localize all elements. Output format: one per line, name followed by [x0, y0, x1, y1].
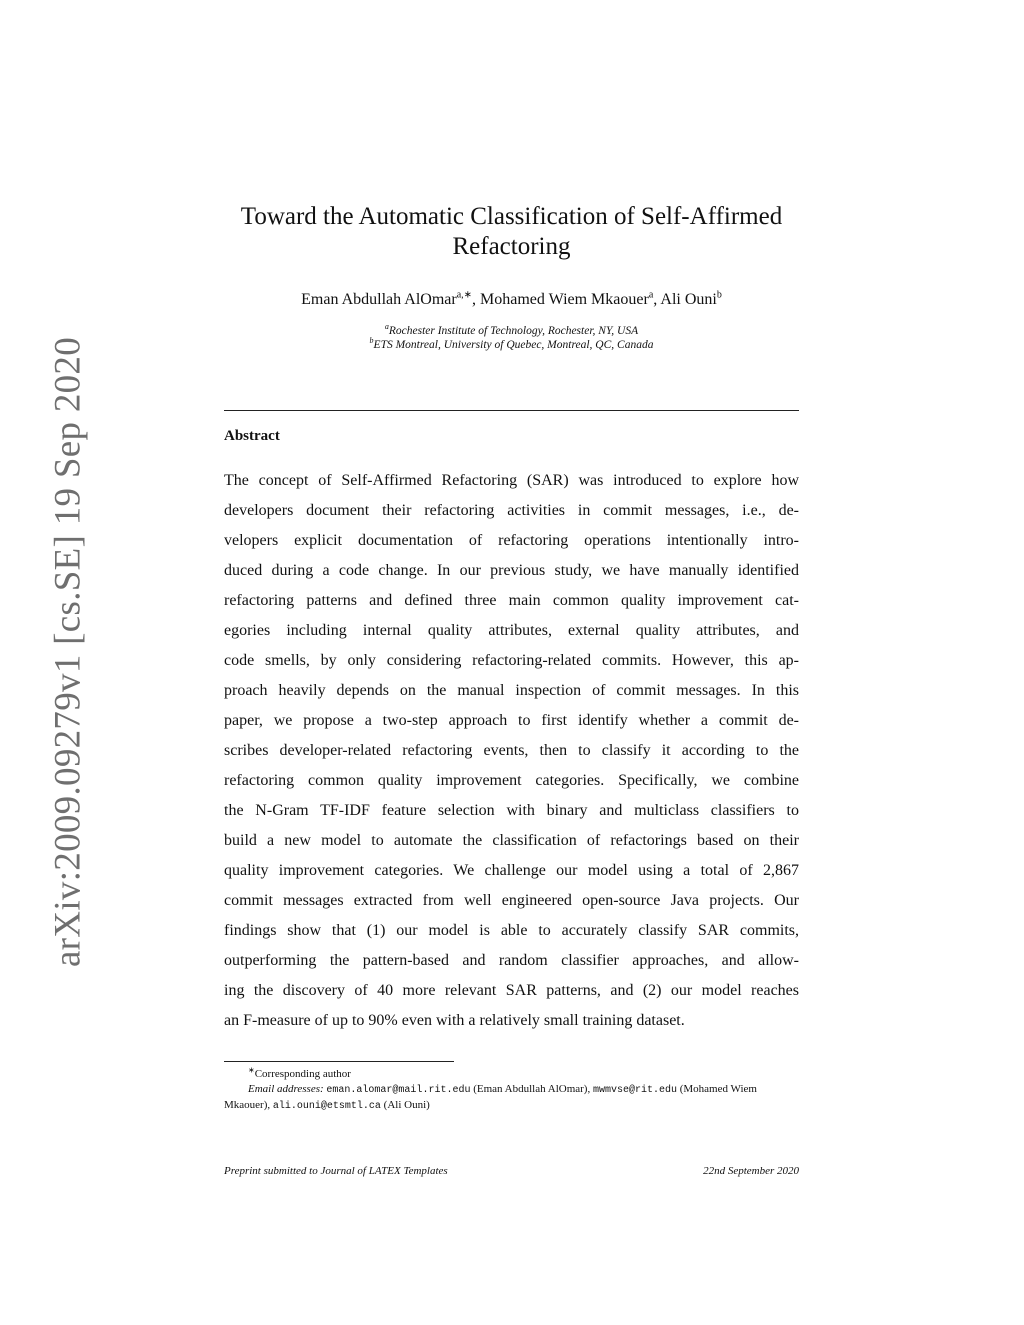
abstract-line: code smells, by only considering refactoring-related commits. However, this ap- — [224, 652, 799, 669]
title-line-2: Refactoring — [452, 233, 571, 260]
affiliation-a: $^a$Rochester Institute of Technology, Rochester, NY, USA — [384, 322, 639, 337]
title-line-1: Toward the Automatic Classification of Self-Affirmed — [240, 203, 783, 230]
email-link[interactable]: eman.alomar@mail.rit.edu — [326, 1085, 471, 1096]
abstract-line: the N-Gram TF-IDF feature selection with binary and multiclass classifiers to — [224, 802, 799, 819]
author-list: Eman Abdullah AlOmar$^{a,∗}$, Mohamed Wiem Mkaouer$^a$, Ali Ouni$^b$ — [301, 289, 722, 308]
affiliation-list — [224, 324, 799, 352]
author-name: Ali Ouni — [660, 291, 717, 308]
email-owner: (Mohamed Wiem Mkaouer), — [224, 1083, 757, 1111]
abstract-line: quality improvement categories. We challenge our model using a total of 2,867 — [224, 862, 799, 879]
footnote-rule — [224, 1061, 454, 1062]
footnotes — [224, 1067, 799, 1114]
abstract-top-rule — [224, 410, 799, 411]
abstract-line: egories including internal quality attributes, external quality attributes, and — [224, 622, 799, 639]
email-owner: (Eman Abdullah AlOmar), — [473, 1083, 591, 1095]
abstract-body — [224, 466, 799, 1036]
arxiv-identifier-stamp: arXiv:2009.09279v1 [cs.SE] 19 Sep 2020 — [47, 336, 89, 968]
page-footer — [224, 1165, 799, 1177]
email-link[interactable]: mwmvse@rit.edu — [592, 1085, 677, 1096]
email-owner: (Ali Ouni) — [383, 1099, 430, 1111]
author-name: Eman Abdullah AlOmar — [301, 291, 457, 308]
email-link[interactable]: ali.ouni@etsmtl.ca — [272, 1101, 381, 1112]
abstract-line: commit messages extracted from well engineered open-source Java projects. Our — [224, 892, 799, 909]
email-label: Email addresses: — [248, 1083, 324, 1095]
abstract-line: an F-measure of up to 90% even with a relatively small training dataset. — [224, 1012, 685, 1029]
abstract-line: scribes developer-related refactoring events, then to classify it according to the — [224, 742, 799, 759]
abstract-line: ing the discovery of 40 more relevant SAR patterns, and (2) our model reaches — [224, 982, 799, 999]
abstract-line: velopers explicit documentation of refactoring operations intentionally intro- — [224, 532, 799, 549]
author-affil-mark: a,∗ — [456, 289, 473, 301]
abstract-line: proach heavily depends on the manual inspection of commit messages. In this — [224, 682, 799, 699]
abstract-line: The concept of Self-Affirmed Refactoring (SAR) was introduced to explore how — [224, 472, 799, 489]
abstract-line: refactoring patterns and defined three main common quality improvement cat- — [224, 592, 799, 609]
abstract-line: findings show that (1) our model is able to accurately classify SAR commits, — [224, 922, 799, 939]
corresponding-author-note: ∗Corresponding author — [248, 1065, 351, 1080]
affiliation-b: $^b$ETS Montreal, University of Quebec, Montreal, QC, Canada — [369, 336, 654, 351]
author-name: Mohamed Wiem Mkaouer — [480, 291, 649, 308]
footer-journal: Preprint submitted to Journal of LATEX Templates — [224, 1165, 448, 1177]
abstract-line: build a new model to automate the classification of refactorings based on their — [224, 832, 799, 849]
author-affil-mark: b — [716, 289, 722, 301]
abstract-line: outperforming the pattern-based and random classifier approaches, and allow- — [224, 952, 799, 969]
footer-date: 22nd September 2020 — [703, 1165, 799, 1177]
author-affil-mark: a — [648, 289, 654, 301]
abstract-line: developers document their refactoring activities in commit messages, i.e., de- — [224, 502, 799, 519]
abstract-line: refactoring common quality improvement categories. Specifically, we combine — [224, 772, 799, 789]
abstract-heading: Abstract — [224, 428, 280, 444]
abstract-line: paper, we propose a two-step approach to first identify whether a commit de- — [224, 712, 799, 729]
paper-title — [224, 202, 799, 262]
abstract-line: duced during a code change. In our previous study, we have manually identified — [224, 562, 799, 579]
email-addresses-note — [224, 1082, 799, 1114]
